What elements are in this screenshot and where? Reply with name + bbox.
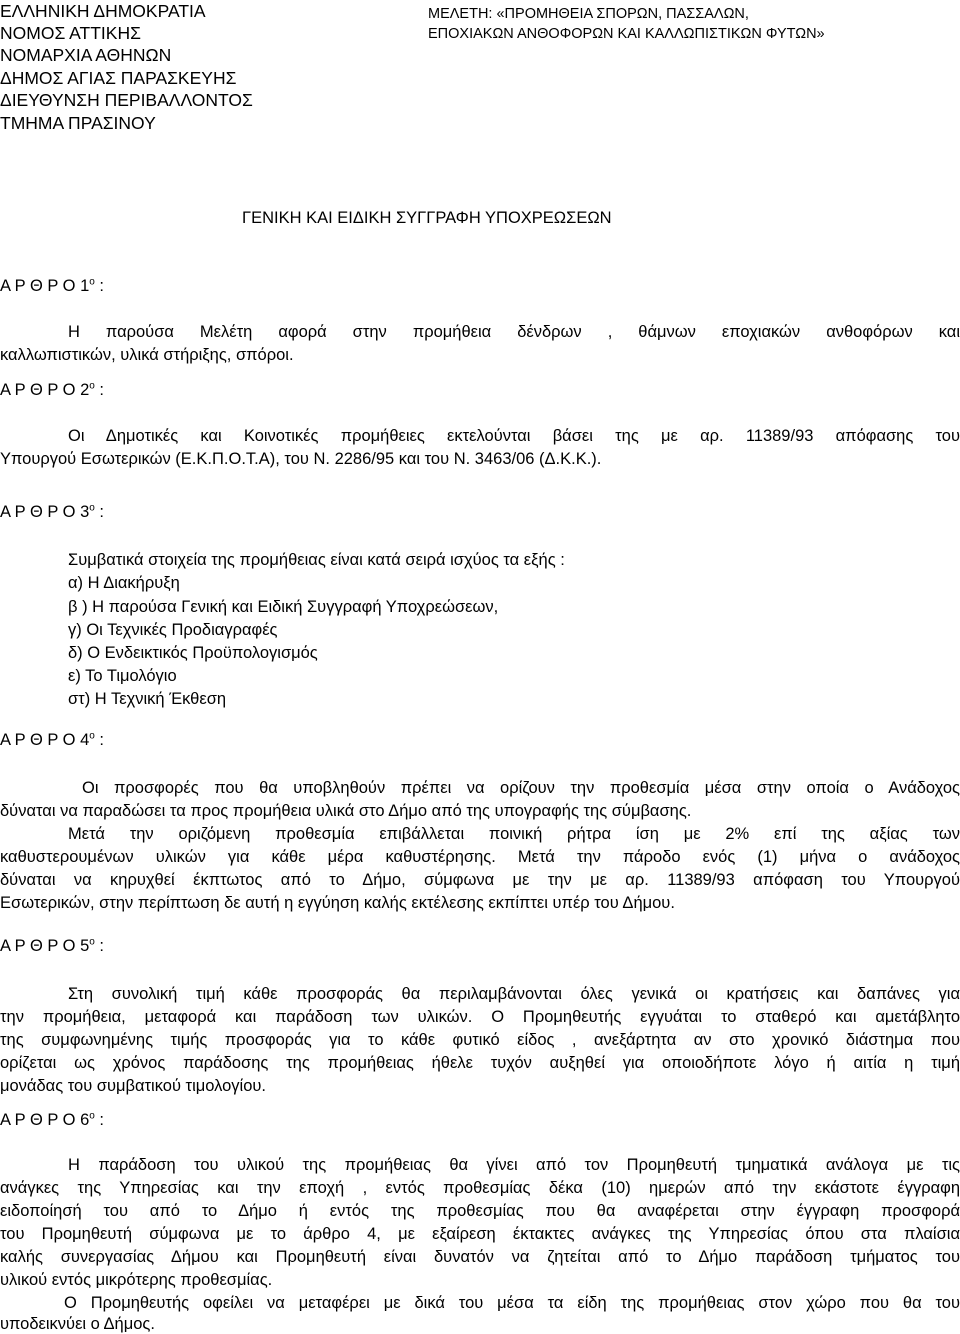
article-5-text: μονάδας του συμβατικού τιμολογίου. bbox=[0, 1077, 266, 1095]
article-5-text: ορίζεται ως χρόνος παράδοσης της προμήθειας ήθελε τυχόν αυξηθεί για οποιοδήποτε λόγο ή αιτία η τιμή bbox=[0, 1054, 960, 1072]
article-6-text: υλικού εντός μικρότερης προθεσμίας. bbox=[0, 1271, 273, 1289]
article-4-text: δύναται να κηρυχθεί έκπτωτος από το Δήμο, σύμφωνα με την με αρ. 11389/93 απόφαση του Υπουργού bbox=[0, 871, 960, 889]
article-1-heading: Α Ρ Θ Ρ Ο $1^o$ : bbox=[0, 276, 105, 295]
article-5-text: Στη συνολική τιμή κάθε προσφοράς θα περιλαμβάνονται όλες γενικά οι κρατήσεις και δαπάνες για bbox=[68, 985, 960, 1003]
list-item: στ) Η Τεχνική Έκθεση bbox=[68, 690, 227, 708]
article-6-text: υποδεικνύει ο Δήμος. bbox=[0, 1315, 155, 1333]
article-4-heading: Α Ρ Θ Ρ Ο $4^o$ : bbox=[0, 730, 105, 749]
authority-line: ΝΟΜΑΡΧΙΑ ΑΘΗΝΩΝ bbox=[0, 45, 172, 65]
list-item: β ) Η παρούσα Γενική και Ειδική Συγγραφή Υποχρεώσεων, bbox=[68, 598, 499, 616]
authority-line: ΕΛΛΗΝΙΚΗ ΔΗΜΟΚΡΑΤΙΑ bbox=[0, 1, 206, 21]
article-1-text: καλλωπιστικών, υλικά στήριξης, σπόροι. bbox=[0, 346, 294, 364]
article-5-text: την προμήθεια, μεταφορά και παράδοση των υλικών. Ο Προμηθευτής εγγυάται το σταθερό και αμετάβλητο bbox=[0, 1008, 960, 1026]
article-2-text: Οι Δημοτικές και Κοινοτικές προμήθειες εκτελούνται βάσει της με αρ. 11389/93 απόφασης του bbox=[68, 427, 960, 445]
authority-line: ΔΗΜΟΣ ΑΓΙΑΣ ΠΑΡΑΣΚΕΥΗΣ bbox=[0, 68, 237, 88]
authority-line: ΝΟΜΟΣ ΑΤΤΙΚΗΣ bbox=[0, 23, 141, 43]
article-6-text: Η παράδοση του υλικού της προμήθειας θα γίνει από τον Προμηθευτή τμηματικά ανάλογα με τις bbox=[68, 1156, 960, 1174]
list-item: δ) Ο Ενδεικτικός Προϋπολογισμός bbox=[68, 644, 318, 662]
article-1-text: Η παρούσα Μελέτη αφορά στην προμήθεια δένδρων , θάμνων εποχιακών ανθοφόρων και bbox=[68, 323, 960, 341]
article-6-text: καλής συνεργασίας Δήμου και Προμηθευτή είναι δυνατόν να ζητείται από το Δήμο παράδοση τμήματος του bbox=[0, 1248, 960, 1266]
article-6-text: του Προμηθευτή σύμφωνα με το άρθρο 4, με εξαίρεση έκτακτες ανάγκες της Υπηρεσίας όπου στα πλαίσια bbox=[0, 1225, 960, 1243]
list-item: α) Η Διακήρυξη bbox=[68, 574, 180, 592]
article-4-text: Μετά την οριζόμενη προθεσμία επιβάλλεται ποινική ρήτρα ίση με 2% επί της αξίας των bbox=[68, 825, 960, 843]
article-3-heading: Α Ρ Θ Ρ Ο $3^o$ : bbox=[0, 502, 105, 521]
list-item: γ) Οι Τεχνικές Προδιαγραφές bbox=[68, 621, 278, 639]
study-title-line: ΕΠΟΧΙΑΚΩΝ ΑΝΘΟΦΟΡΩΝ ΚΑΙ ΚΑΛΛΩΠΙΣΤΙΚΩΝ ΦΥΤΩΝ» bbox=[428, 26, 825, 42]
article-2-heading: Α Ρ Θ Ρ Ο $2^o$ : bbox=[0, 380, 105, 399]
article-6-text: ανάγκες της Υπηρεσίας και την εποχή , εντός προθεσμίας δέκα (10) ημερών από την εκάστοτε έγγραφη bbox=[0, 1179, 960, 1197]
article-5-heading: Α Ρ Θ Ρ Ο $5^o$ : bbox=[0, 936, 105, 955]
article-6-text: ειδοποίησή του από το Δήμο ή εντός της προθεσμίας που θα αναφέρεται στην έγγραφη προσφορά bbox=[0, 1202, 960, 1220]
article-4-text: Εσωτερικών, στην περίπτωση δε αυτή η εγγύηση καλής εκτέλεσης εκπίπτει υπέρ του Δήμου. bbox=[0, 894, 675, 912]
article-6-heading: Α Ρ Θ Ρ Ο $6^o$ : bbox=[0, 1110, 105, 1129]
document-title: ΓΕΝΙΚΗ ΚΑΙ ΕΙΔΙΚΗ ΣΥΓΓΡΑΦΗ ΥΠΟΧΡΕΩΣΕΩΝ bbox=[242, 209, 612, 227]
article-4-text: καθυστερουμένων υλικών για κάθε μέρα καθυστέρησης. Μετά την πάροδο ενός (1) μήνα ο ανάδοχος bbox=[0, 848, 960, 866]
article-2-text: Υπουργού Εσωτερικών (Ε.Κ.Π.Ο.Τ.Α), του Ν. 2286/95 και του Ν. 3463/06 (Δ.Κ.Κ.). bbox=[0, 450, 602, 468]
article-4-text: Οι προσφορές που θα υποβληθούν πρέπει να ορίζουν την προθεσμία μέσα στην οποία ο Ανάδοχος bbox=[82, 779, 960, 797]
authority-line: ΔΙΕΥΘΥΝΣΗ ΠΕΡΙΒΑΛΛΟΝΤΟΣ bbox=[0, 90, 253, 110]
article-5-text: της συμφωνημένης τιμής προσφοράς για το κάθε φυτικό είδος , ανεξάρτητα αν στο χρονικό διάστημα που bbox=[0, 1031, 960, 1049]
article-6-text: Ο Προμηθευτής οφείλει να μεταφέρει με δικά του μέσα τα είδη της προμήθειας στον χώρο που θα του bbox=[64, 1294, 960, 1312]
list-item: ε) Το Τιμολόγιο bbox=[68, 667, 177, 685]
article-3-intro: Συμβατικά στοιχεία της προμήθειας είναι κατά σειρά ισχύος τα εξής : bbox=[68, 551, 565, 569]
study-title-line: ΜΕΛΕΤΗ: «ΠΡΟΜΗΘΕΙΑ ΣΠΟΡΩΝ, ΠΑΣΣΑΛΩΝ, bbox=[428, 6, 749, 22]
article-4-text: δύναται να παραδώσει τα προς προμήθεια υλικά στο Δήμο από της υπογραφής της σύμβασης. bbox=[0, 802, 692, 820]
authority-line: ΤΜΗΜΑ ΠΡΑΣΙΝΟΥ bbox=[0, 113, 156, 133]
